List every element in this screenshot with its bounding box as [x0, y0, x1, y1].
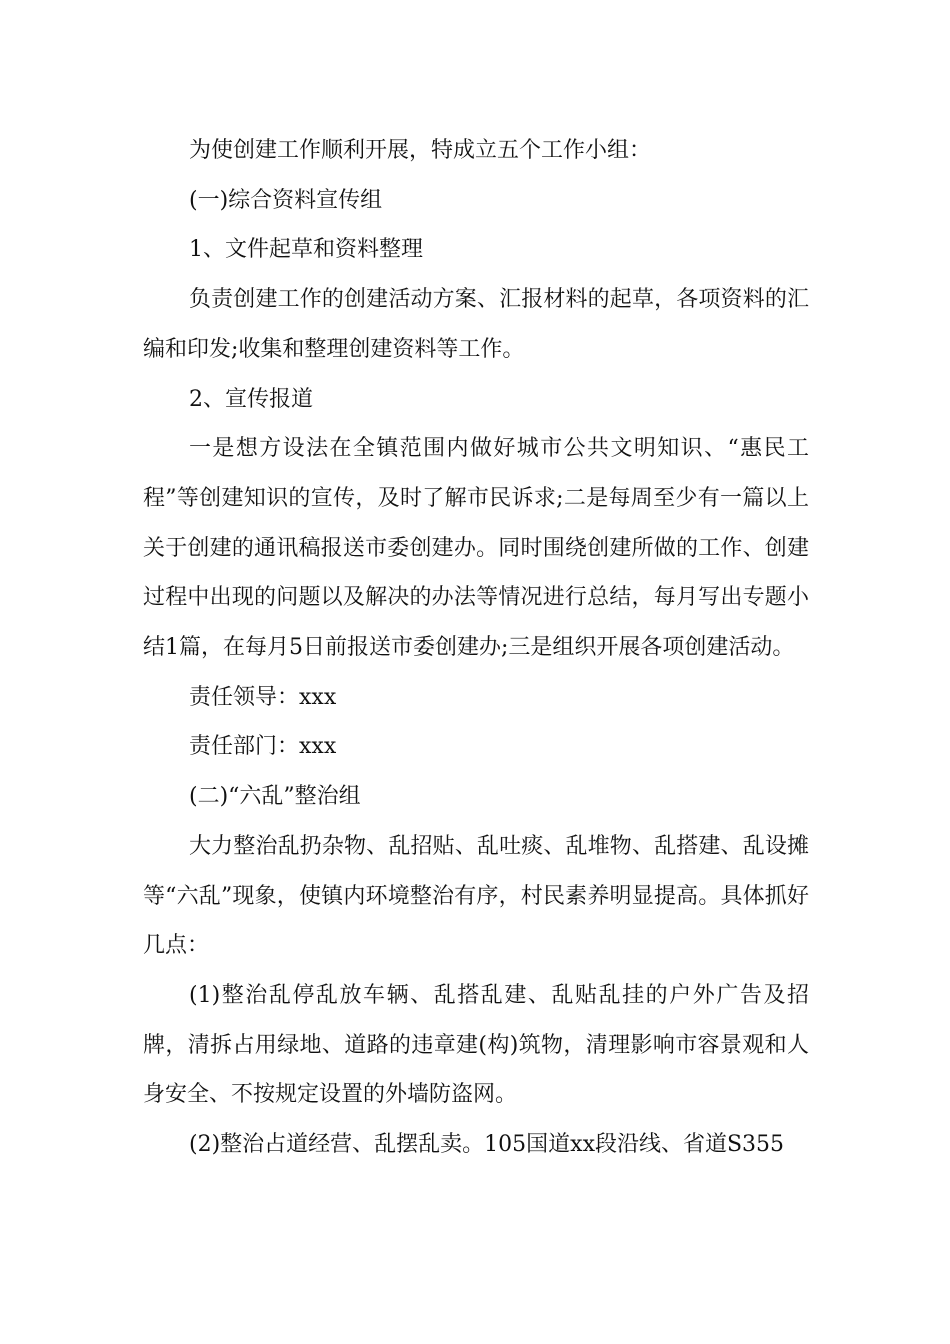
- section-heading-1: (一)综合资料宣传组: [189, 187, 383, 213]
- responsible-department: 责任部门：xxx: [189, 734, 337, 760]
- document-body: [143, 126, 809, 1170]
- responsible-leader: 责任领导：xxx: [189, 684, 337, 710]
- list-item: (2)整治占道经营、乱摆乱卖。105国道xx段沿线、省道S355: [189, 1132, 785, 1158]
- subsection-heading-1: 1、文件起草和资料整理: [189, 237, 423, 263]
- subsection-heading-2: 2、宣传报道: [189, 386, 313, 412]
- body-paragraph: 大力整治乱扔杂物、乱招贴、乱吐痰、乱堆物、乱搭建、乱设摊等“六乱”现象，使镇内环境整治有序，村民素养明显提高。具体抓好几点：: [143, 833, 809, 959]
- body-paragraph: 一是想方设法在全镇范围内做好城市公共文明知识、“惠民工程”等创建知识的宣传，及时了解市民诉求;二是每周至少有一篇以上关于创建的通讯稿报送市委创建办。同时围绕创建所做的工作、创建过程中出现的问题以及解决的办法等情况进行总结，每月写出专题小结1篇，在每月5日前报送市委创建办;三是组织开展各项创建活动。: [143, 436, 809, 661]
- intro-paragraph: 为使创建工作顺利开展，特成立五个工作小组：: [189, 138, 652, 163]
- body-paragraph: 负责创建工作的创建活动方案、汇报材料的起草，各项资料的汇编和印发;收集和整理创建资料等工作。: [143, 287, 809, 362]
- list-item: (1)整治乱停乱放车辆、乱搭乱建、乱贴乱挂的户外广告及招牌，清拆占用绿地、道路的违章建(构)筑物，清理影响市容景观和人身安全、不按规定设置的外墙防盗网。: [143, 982, 809, 1108]
- section-heading-2: (二)“六乱”整治组: [189, 784, 361, 810]
